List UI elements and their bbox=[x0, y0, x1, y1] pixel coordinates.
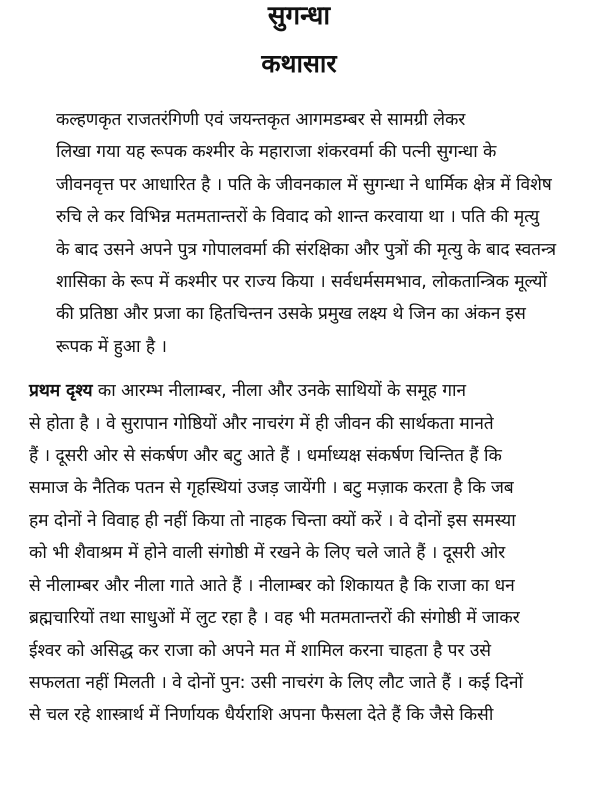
paragraph1-line: कल्हणकृत राजतरंगिणी एवं जयन्तकृत आगमडम्बर से सामग्री लेकर bbox=[56, 110, 466, 130]
paragraph2-line: से होता है । वे सुरापान गोष्ठियों और नाचरंग में ही जीवन की सार्थकता मानते bbox=[29, 413, 494, 434]
paragraph2-line: ईश्वर को असिद्ध कर राजा को अपने मत में शामिल करना चाहता है पर उसे bbox=[29, 640, 491, 661]
paragraph1-line: की प्रतिष्ठा और प्रजा का हितचिन्तन उसके प्रमुख लक्ष्य थे जिन का अंकन इस bbox=[56, 304, 526, 325]
page-title: सुगन्धा bbox=[267, 1, 331, 31]
paragraph1-line: लिखा गया यह रूपक कश्मीर के महाराजा शंकरवर्मा की पत्नी सुगन्धा के bbox=[56, 142, 497, 163]
paragraph2-line: को भी शैवाश्रम में होने वाली संगोष्ठी में रखने के लिए चले जाते हैं । दूसरी ओर bbox=[29, 543, 506, 564]
paragraph1-line: शासिका के रूप में कश्मीर पर राज्य किया । सर्वधर्मसमभाव, लोकतान्त्रिक मूल्यों bbox=[56, 272, 547, 293]
paragraph2-line: हैं । दूसरी ओर से संकर्षण और बटु आते हैं । धर्माध्यक्ष संकर्षण चिन्तित हैं कि bbox=[29, 446, 502, 467]
paragraph2-line: से नीलाम्बर और नीला गाते आते हैं । नीलाम्बर को शिकायत है कि राजा का धन bbox=[29, 575, 515, 596]
paragraph-first-scene bbox=[4, 375, 594, 731]
paragraph1-line: जीवनवृत्त पर आधारित है । पति के जीवनकाल में सुगन्धा ने धार्मिक क्षेत्र में विशेष bbox=[56, 174, 552, 195]
paragraph2-first-line bbox=[4, 375, 594, 407]
paragraph2-line: सफलता नहीं मिलती । वे दोनों पुन: उसी नाचरंग के लिए लौट जाते हैं । कई दिनों bbox=[29, 672, 523, 693]
paragraph2-line: हम दोनों ने विवाह ही नहीं किया तो नाहक चिन्ता क्यों करें । वे दोनों इस समस्या bbox=[29, 510, 516, 531]
page-subtitle: कथासार bbox=[261, 49, 337, 78]
paragraph2-line: समाज के नैतिक पतन से गृहस्थियां उजड़ जायेंगी । बटु मज़ाक करता है कि जब bbox=[29, 478, 514, 499]
paragraph-summary-intro bbox=[4, 104, 594, 363]
paragraph2-first-line-text: का आरम्भ नीलाम्बर, नीला और उनके साथियों के समूह गान bbox=[92, 381, 466, 402]
scene-heading: प्रथम दृश्य bbox=[29, 381, 93, 402]
paragraph1-line: रुचि ले कर विभिन्न मतमतान्तरों के विवाद को शान्त करवाया था । पति की मृत्यु bbox=[56, 207, 540, 228]
paragraph2-line: से चल रहे शास्त्रार्थ में निर्णायक धैर्यराशि अपना फैसला देते हैं कि जैसे किसी bbox=[29, 705, 494, 726]
paragraph1-line: के बाद उसने अपने पुत्र गोपालवर्मा की संरक्षिका और पुत्रों की मृत्यु के बाद स्वतन्त्र bbox=[56, 239, 557, 260]
paragraph2-line: ब्रह्मचारियों तथा साधुओं में लुट रहा है । वह भी मतमतान्तरों की संगोष्ठी में जाकर bbox=[29, 608, 520, 629]
paragraph1-line: रूपक में हुआ है । bbox=[56, 336, 167, 357]
